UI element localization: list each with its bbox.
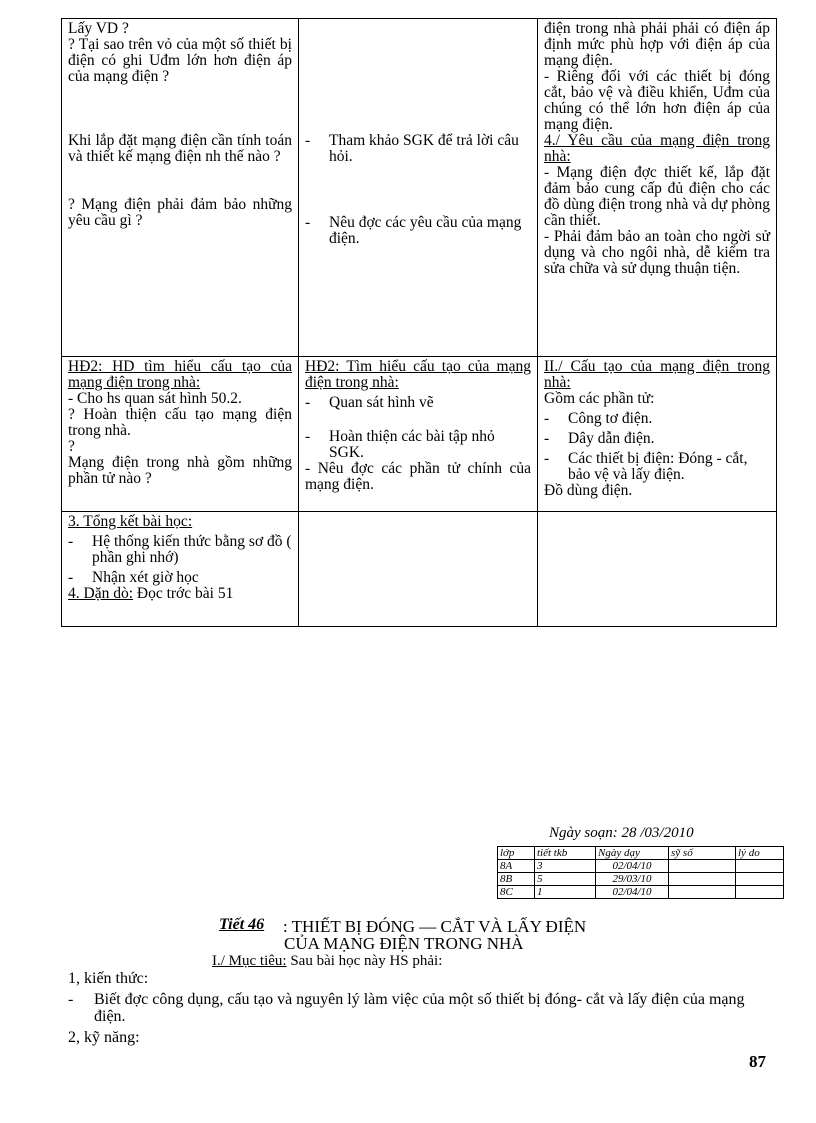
attendance-cell	[669, 886, 736, 899]
section-heading: HĐ2: HD tìm hiểu cấu tạo của mạng điện trong nhà:	[68, 358, 292, 391]
dash-bullet: -	[544, 450, 550, 467]
empty-cell	[299, 512, 538, 627]
content-cell	[538, 357, 777, 512]
question-text: Khi lắp đặt mạng điện cần tính toán và thiết kế mạng điện nh thế nào ?	[68, 132, 292, 165]
content-cell	[538, 19, 777, 357]
lesson-title: : THIẾT BỊ ĐÓNG — CẮT VÀ LẤY ĐIỆN	[283, 917, 587, 936]
header-cell: lớp	[498, 847, 535, 860]
question-text: ? Hoàn thiện cấu tạo mạng điện trong nhà.	[68, 406, 292, 439]
list-item	[68, 570, 292, 586]
date-cell: 29/03/10	[596, 873, 669, 886]
list-item	[544, 431, 770, 447]
text-line: ?	[68, 438, 75, 455]
lesson-title-line2: CỦA MẠNG ĐIỆN TRONG NHÀ	[284, 934, 524, 953]
list-item	[68, 991, 758, 1025]
class-cell: 8A	[498, 860, 535, 873]
schedule-table	[497, 846, 784, 899]
item-text: Dây dẫn điện.	[568, 430, 655, 447]
list-item	[305, 133, 531, 165]
text-line: điện trong nhà phải phải có điện áp định mức phù hợp với điện áp của mạng điện.	[544, 20, 770, 69]
dash-bullet: -	[68, 533, 74, 550]
reason-cell	[736, 886, 784, 899]
teacher-activity-cell	[62, 19, 299, 357]
item-text: Biết đợc công dụng, cấu tạo và nguyên lý làm việc của một số thiết bị đóng- cắt và lấy điện của mạng điện.	[94, 991, 745, 1025]
preparation-date: Ngày soạn: 28 /03/2010	[549, 825, 694, 841]
period-cell: 1	[535, 886, 596, 899]
reason-cell	[736, 860, 784, 873]
dash-bullet: -	[544, 430, 550, 447]
item-text: Hệ thống kiến thức bằng sơ đồ ( phần ghi nhớ)	[92, 533, 292, 566]
summary-cell	[62, 512, 299, 627]
table-row	[62, 512, 777, 627]
dash-bullet: -	[305, 132, 311, 149]
homework-text: Đọc trớc bài 51	[133, 585, 234, 602]
page-number: 87	[749, 1052, 766, 1071]
schedule-row	[498, 886, 784, 899]
homework-heading: 4. Dặn dò:	[68, 585, 134, 602]
header-cell: tiết tkb	[535, 847, 596, 860]
dash-bullet: -	[305, 394, 311, 411]
schedule-header-row	[498, 847, 784, 860]
dash-bullet: -	[544, 410, 550, 427]
attendance-cell	[669, 873, 736, 886]
item-text: Nêu đợc các yêu cầu của mạng điện.	[329, 214, 522, 247]
schedule-row	[498, 860, 784, 873]
lesson-number: Tiết 46	[219, 916, 265, 933]
dash-bullet: -	[68, 569, 74, 586]
table-row	[62, 357, 777, 512]
reason-cell	[736, 873, 784, 886]
header-cell: lý do	[736, 847, 784, 860]
section-heading: II./ Cấu tạo của mạng điện trong nhà:	[544, 358, 770, 391]
item-text: Công tơ điện.	[568, 410, 653, 427]
class-cell: 8B	[498, 873, 535, 886]
period-cell: 5	[535, 873, 596, 886]
list-item	[305, 215, 531, 247]
section-heading: 3. Tổng kết bài học:	[68, 513, 193, 530]
text-line: - Cho hs quan sát hình 50.2.	[68, 390, 242, 407]
text-line: - Nêu đợc các phần tử chính của mạng điện.	[305, 460, 531, 493]
list-item	[68, 534, 292, 566]
schedule-row	[498, 873, 784, 886]
header-cell: Ngày dạy	[596, 847, 669, 860]
date-cell: 02/04/10	[596, 860, 669, 873]
skills-heading: 2, kỹ năng:	[68, 1029, 140, 1046]
text-line: Gồm các phần tử:	[544, 390, 655, 407]
attendance-cell	[669, 860, 736, 873]
section-heading: HĐ2: Tìm hiểu cấu tạo của mạng điện trong nhà:	[305, 358, 531, 391]
list-item	[305, 395, 531, 411]
objectives-line	[212, 953, 442, 970]
teacher-activity-cell	[62, 357, 299, 512]
objectives-text: Sau bài học này HS phải:	[286, 953, 443, 969]
date-cell: 02/04/10	[596, 886, 669, 899]
table-row	[62, 19, 777, 357]
text-line: - Mạng điện đợc thiết kế, lắp đặt đảm bảo cung cấp đủ điện cho các đồ dùng điện trong nhà và dự phòng cần thiết.	[544, 164, 770, 229]
dash-bullet: -	[305, 428, 311, 445]
question-text: Mạng điện trong nhà gồm những phần tử nào ?	[68, 454, 292, 487]
header-cell: sỹ số	[669, 847, 736, 860]
class-cell: 8C	[498, 886, 535, 899]
list-item	[305, 429, 531, 461]
item-text: Tham khảo SGK để trả lời câu hỏi.	[329, 132, 519, 165]
section-heading: 4./ Yêu cầu của mạng điện trong nhà:	[544, 132, 770, 165]
dash-bullet: -	[68, 991, 74, 1008]
empty-cell	[538, 512, 777, 627]
list-item	[544, 411, 770, 427]
item-text: Nhận xét giờ học	[92, 569, 199, 586]
homework-line	[68, 586, 292, 602]
student-activity-cell	[299, 357, 538, 512]
text-line: Đồ dùng điện.	[544, 482, 633, 499]
period-cell: 3	[535, 860, 596, 873]
item-text: Hoàn thiện các bài tập nhỏ SGK.	[329, 428, 495, 461]
item-text: Các thiết bị điện: Đóng - cắt, bảo vệ và lấy điện.	[568, 450, 748, 483]
question-text: ? Mạng điện phải đảm bảo những yêu cầu gì ?	[68, 196, 292, 229]
objectives-heading: I./ Mục tiêu:	[212, 953, 287, 969]
text-line: Lấy VD ?	[68, 20, 129, 37]
list-item	[544, 451, 770, 483]
text-line: - Phải đảm bảo an toàn cho ngời sử dụng và cho ngôi nhà, dễ kiểm tra sửa chữa và sử dụng thuận tiện.	[544, 228, 770, 277]
student-activity-cell	[299, 19, 538, 357]
dash-bullet: -	[305, 214, 311, 231]
question-text: ? Tại sao trên vỏ của một số thiết bị điện có ghi Uđm lớn hơn điện áp của mạng điện ?	[68, 36, 292, 85]
knowledge-heading: 1, kiến thức:	[68, 970, 149, 987]
text-line: - Riêng đối với các thiết bị đóng cắt, bảo vệ và điều khiển, Uđm của chúng có thể lớn hơn điện áp của mạng điện.	[544, 68, 770, 133]
item-text: Quan sát hình vẽ	[329, 394, 434, 411]
lesson-plan-table	[61, 18, 777, 627]
